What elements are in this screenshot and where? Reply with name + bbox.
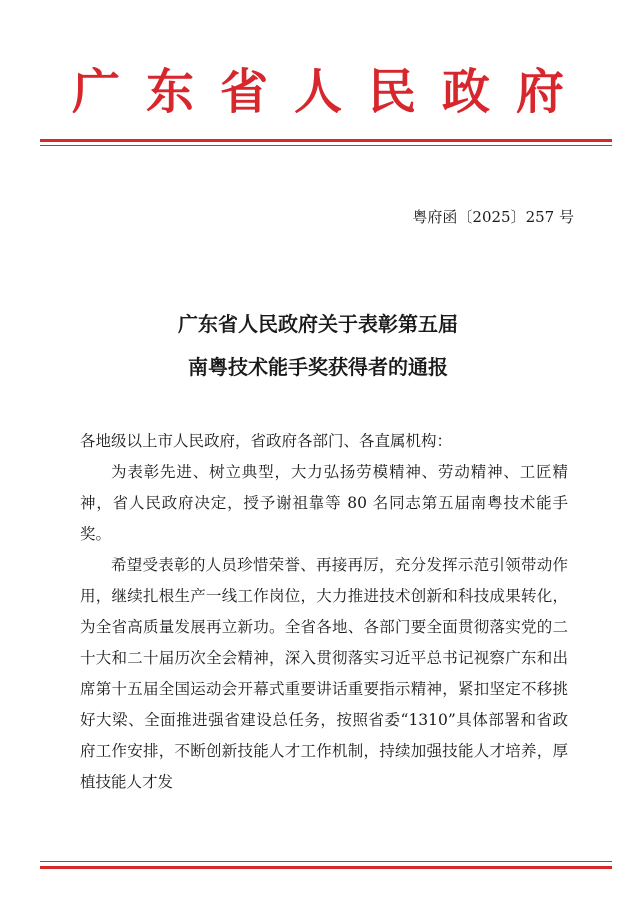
footer-rule-thick bbox=[40, 866, 612, 869]
document-title-line-1: 广东省人民政府关于表彰第五届 bbox=[178, 312, 458, 336]
salutation: 各地级以上市人民政府，省政府各部门、各直属机构： bbox=[80, 432, 453, 450]
document-title-line-2: 南粤技术能手奖获得者的通报 bbox=[188, 355, 448, 379]
document-body bbox=[80, 426, 568, 798]
body-paragraph: 为表彰先进、树立典型，大力弘扬劳模精神、劳动精神、工匠精神，省人民政府决定，授予谢祖靠等 80 名同志第五届南粤技术能手奖。 bbox=[80, 463, 568, 543]
document-number: 粤府函〔2025〕257 号 bbox=[412, 208, 574, 226]
footer-rule-thin bbox=[40, 861, 612, 862]
issuer-header-title: 广东省人民政府 bbox=[71, 64, 590, 120]
header-rule-thick bbox=[40, 139, 612, 142]
body-paragraph: 希望受表彰的人员珍惜荣誉、再接再厉，充分发挥示范引领带动作用，继续扎根生产一线工作岗位，大力推进技术创新和科技成果转化，为全省高质量发展再立新功。全省各地、各部门要全面贯彻落实党的二十大和二十届历次全会精神，深入贯彻落实习近平总书记视察广东和出席第十五届全国运动会开幕式重要讲话重要指示精神，紧扣坚定不移挑好大梁、全面推进强省建设总任务，按照省委“1310”具体部署和省政府工作安排，不断创新技能人才工作机制，持续加强技能人才培养，厚植技能人才发 bbox=[80, 556, 568, 791]
header-rule-thin bbox=[40, 145, 612, 146]
